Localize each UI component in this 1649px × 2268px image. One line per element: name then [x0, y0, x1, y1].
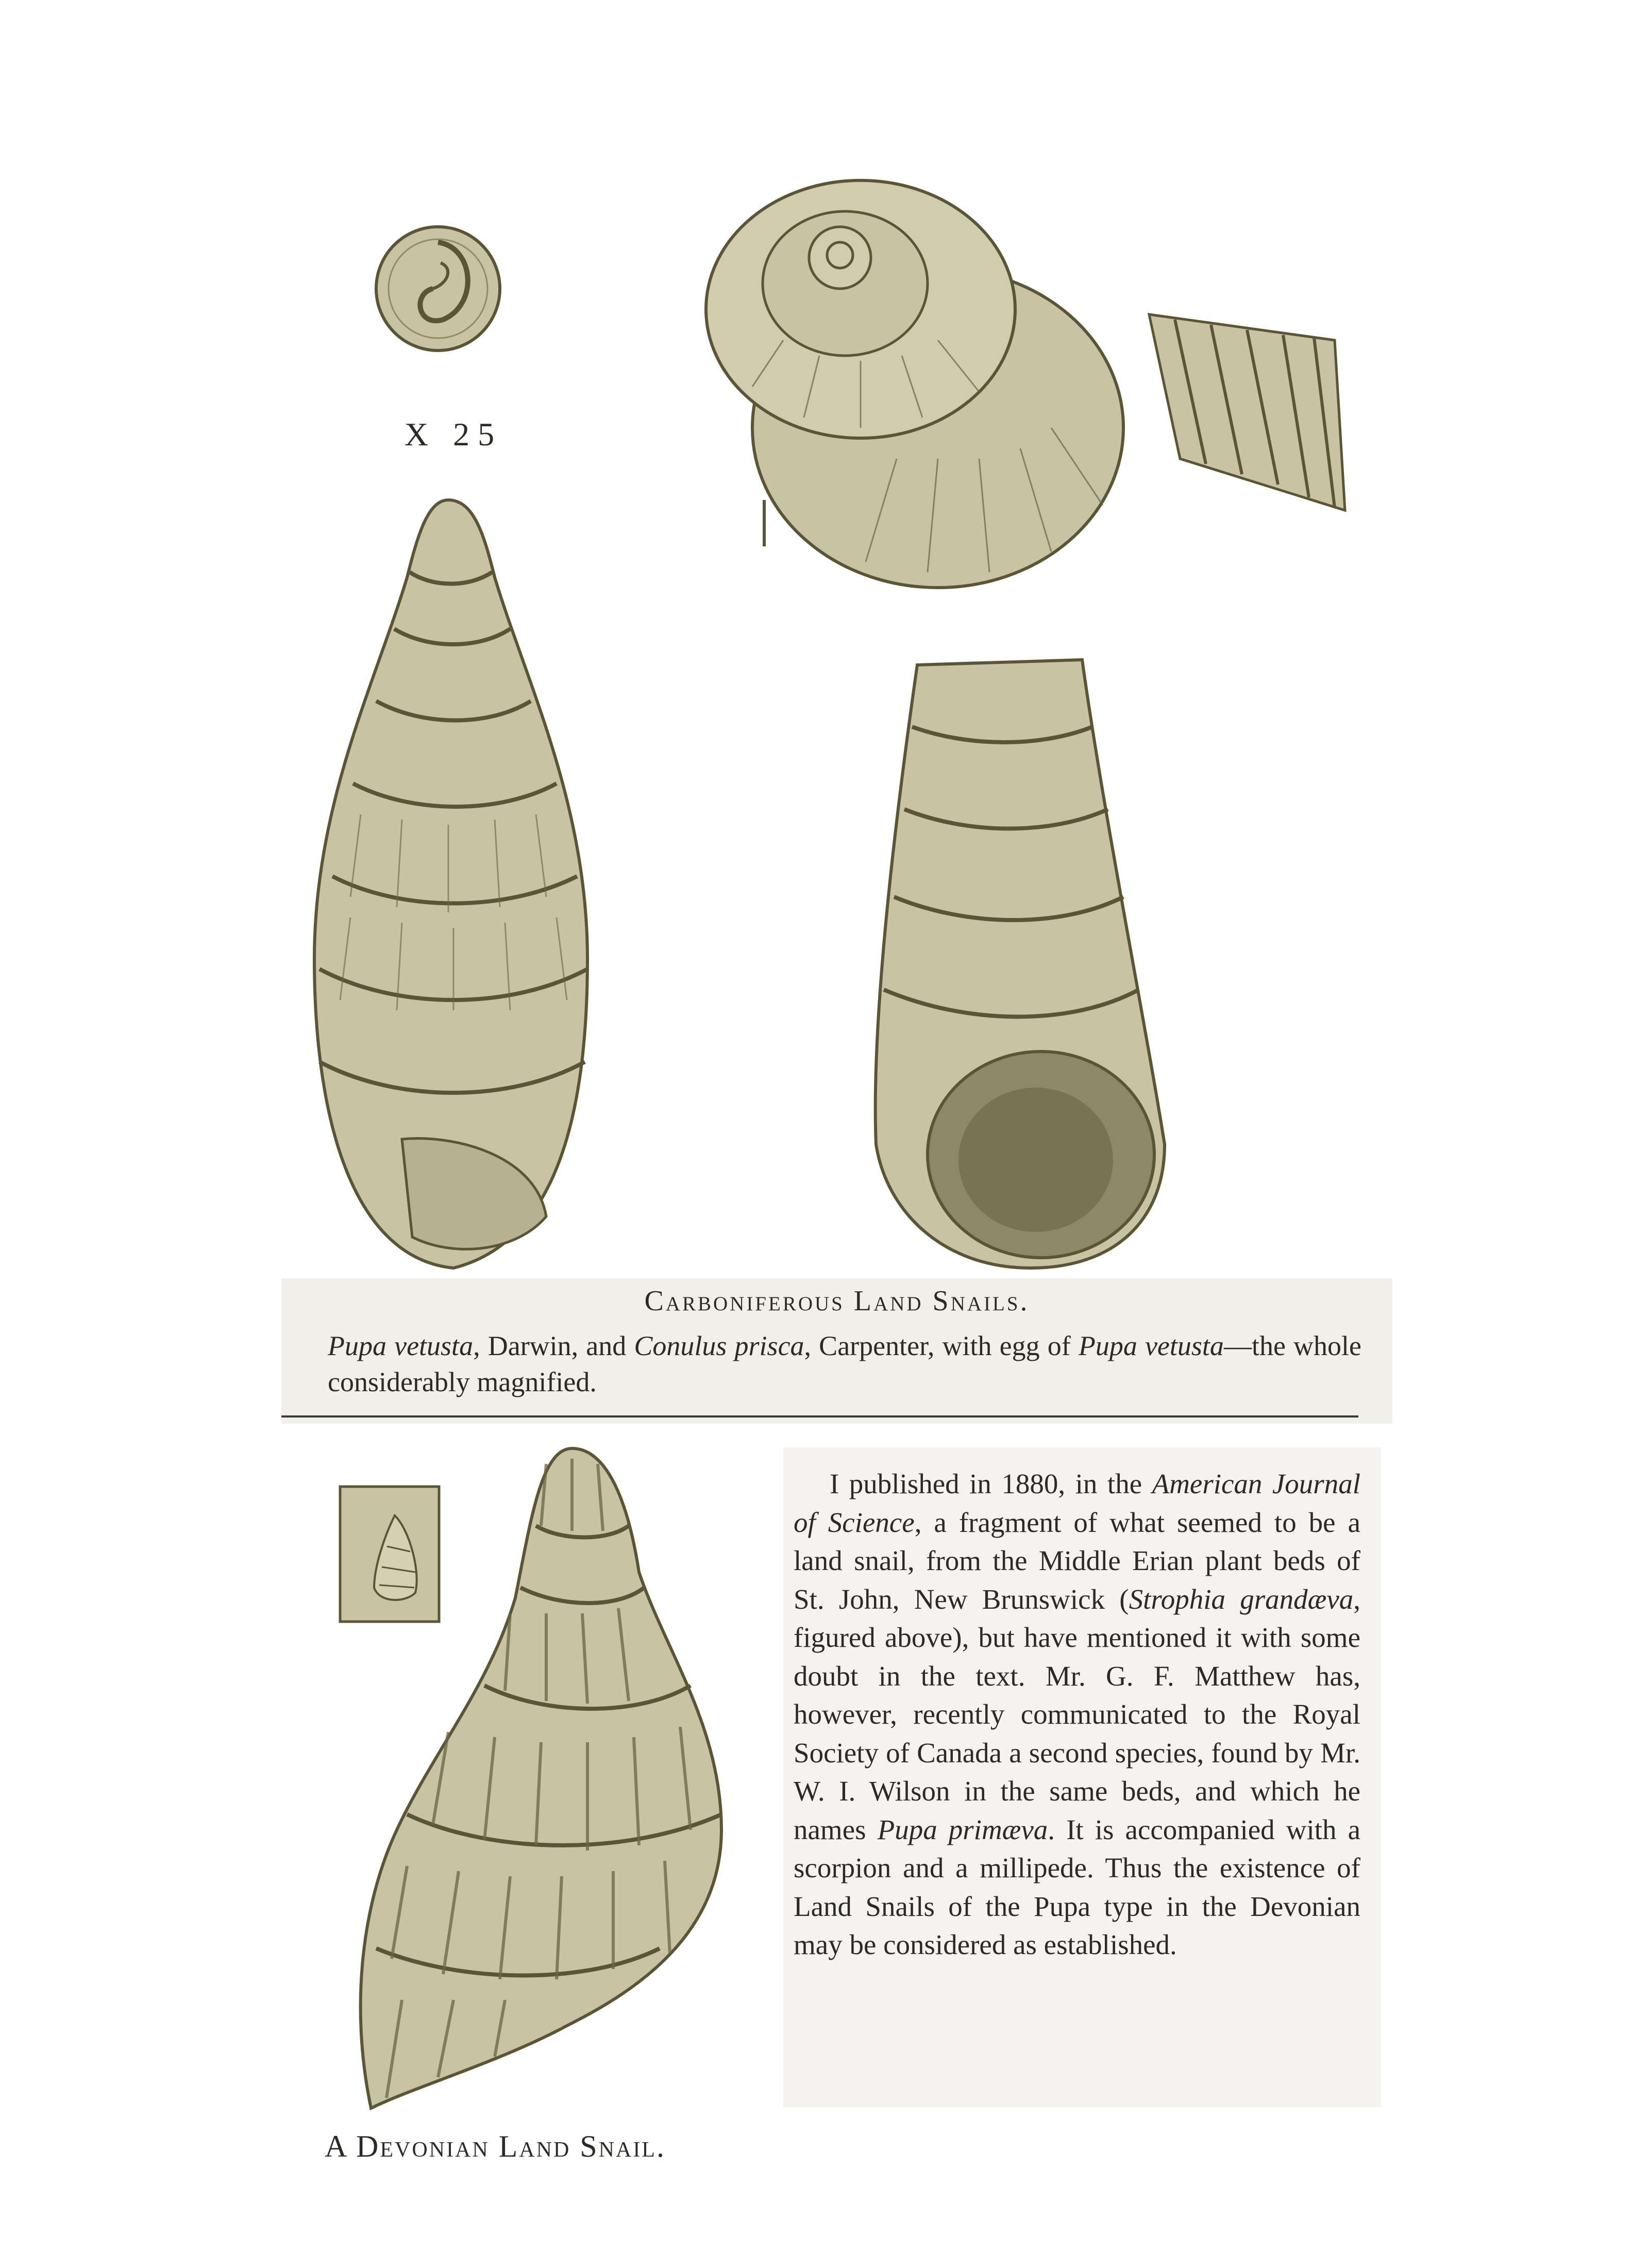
caption-fragment: —the whole considerably magnified.: [328, 1330, 1361, 1397]
figure-caption-text: [328, 1328, 1361, 1400]
pupa-vetusta-shell-illustration: [299, 495, 603, 1278]
horizontal-rule: [281, 1415, 1358, 1418]
caption-fragment: , Carpenter, with egg of: [804, 1330, 1079, 1361]
text-run: , figured above), but have mentioned it with some doubt in the text. Mr. G. F. Matthew has, however, recently communicated to the Royal Society of Canada a second species, found by Mr. W. I. Wilson in the same beds, and which he names: [794, 1583, 1360, 1845]
egg-illustration: [371, 206, 505, 412]
body-paragraph: [783, 1447, 1381, 2107]
species-name: Pupa primæva: [877, 1813, 1048, 1845]
journal-title: American Journal of Science: [794, 1468, 1360, 1538]
text-run: , a fragment of what seemed to be a land snail, from the Middle Erian plant beds of St. John, New Brunswick (: [794, 1506, 1360, 1615]
conulus-shell-illustration: [691, 170, 1134, 593]
aperture-shell-illustration: [855, 655, 1185, 1278]
species-name: Strophia grandæva: [1129, 1583, 1354, 1615]
figure-caption-block: [281, 1278, 1392, 1424]
figure-caption-title: Carboniferous Land Snails.: [644, 1285, 1030, 1317]
magnification-label: X 25: [404, 416, 503, 453]
text-run: . It is accompanied with a scorpion and a millipede. Thus the existence of Land Snails of the Pupa type in the Devonian may be considered as established.: [794, 1813, 1361, 1960]
species-name: Conulus prisca: [634, 1330, 804, 1361]
devonian-snail-illustration: [330, 1443, 742, 2124]
text-run: I published in 1880, in the: [830, 1468, 1152, 1499]
shell-fragment-illustration: [1139, 304, 1355, 521]
species-name: Pupa vetusta: [328, 1330, 474, 1361]
devonian-figure-caption: A Devonian Land Snail.: [325, 2129, 666, 2163]
caption-fragment: , Darwin, and: [473, 1330, 634, 1361]
species-name: Pupa vetusta: [1078, 1330, 1224, 1361]
divider-tick: [763, 500, 766, 546]
